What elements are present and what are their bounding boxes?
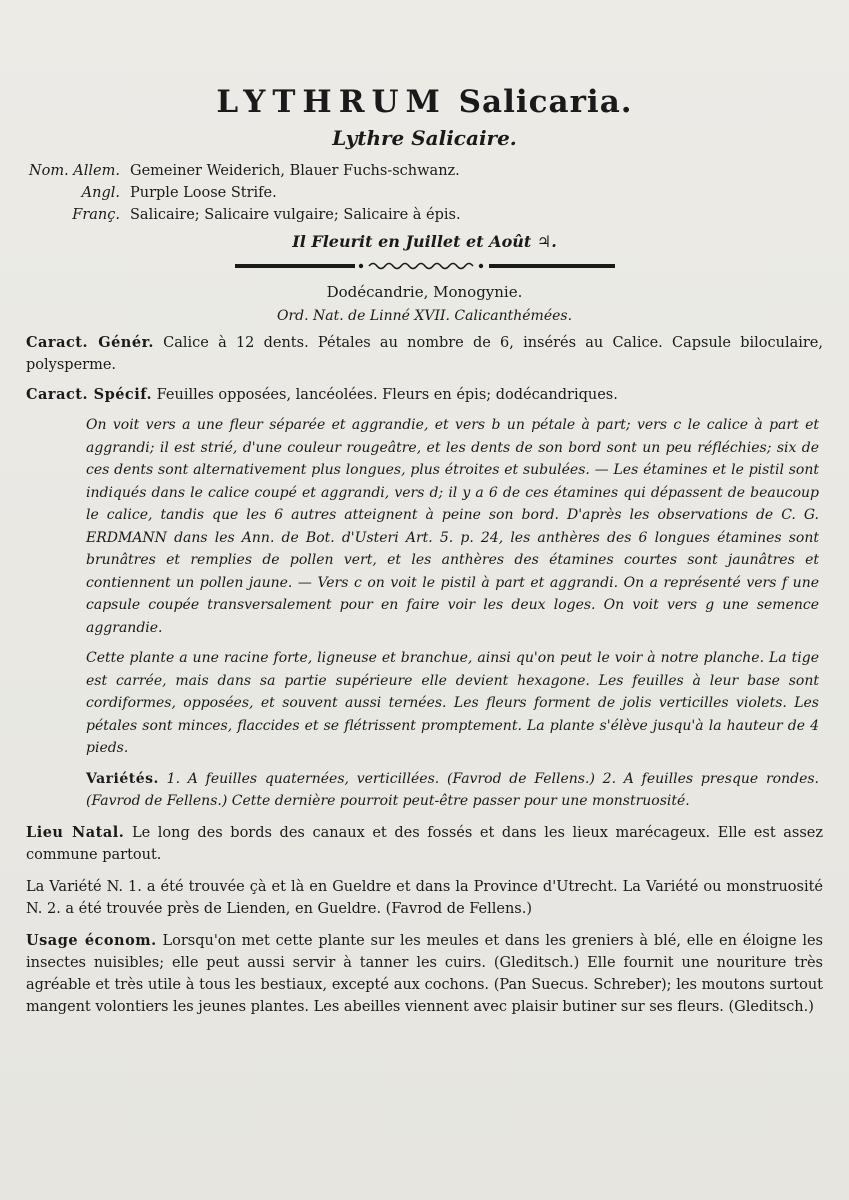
- section-label: Caract. Spécif.: [26, 386, 153, 403]
- section-text: Feuilles opposées, lancéolées. Fleurs en épis; dodécandriques.: [156, 387, 618, 403]
- variety-note: La Variété N. 1. a été trouvée çà et là en Gueldre et dans la Province d'Utrecht. La Variété ou monstruosité N. 2. a été trouvée près de Lienden, en Gueldre. (Favrod de Fellens.): [26, 878, 823, 917]
- description-paragraph-2: Cette plante a une racine forte, ligneuse et branchue, ainsi qu'on peut le voir à notre planche. La tige est carrée, mais dans sa partie supérieure elle devient hexagone. Les feuilles à leur base sont cordiformes, opposées, et souvent aussi ternées. Les fleurs forment de jolis verticilles violets. Les pétales sont minces, flaccides et se flétrissent promptement. La plante s'élève jusqu'à la hauteur de 4 pieds.: [86, 650, 819, 756]
- title-species: Salicaria.: [458, 84, 633, 120]
- name-value: Purple Loose Strife.: [130, 185, 277, 201]
- title-genus: LYTHRUM: [216, 84, 447, 120]
- section-label: Caract. Génér.: [26, 334, 154, 351]
- name-row-english: [22, 182, 849, 204]
- name-label: Franç.: [72, 207, 120, 223]
- section-label: Usage économ.: [26, 931, 157, 949]
- section-text: 1. A feuilles quaternées, verticillées. (Favrod de Fellens.) 2. A feuilles presque rondes. (Favrod de Fellens.) Cette dernière pourroit peut-être passer pour une monstruosité.: [86, 770, 819, 809]
- name-value: Salicaire; Salicaire vulgaire; Salicaire à épis.: [130, 207, 461, 223]
- classification: Dodécandrie, Monogynie.: [326, 283, 523, 301]
- generic-characters: [26, 332, 823, 376]
- section-text: Lorsqu'on met cette plante sur les meules et dans les greniers à blé, elle en éloigne les insectes nuisibles; elle peut aussi servir à tanner les cuirs. (Gleditsch.) Elle fournit une nouriture très agréable et très utile à tous les bestiaux, excepté aux cochons. (Pan Suecus. Schreber); les moutons surtout mangent volontiers les jeunes plantes. Les abeilles viennent avec plaisir butiner sur ses fleurs. (Gleditsch.): [26, 932, 823, 1015]
- section-label: Lieu Natal.: [26, 823, 125, 841]
- name-row-french: [22, 204, 849, 226]
- specific-characters: [26, 384, 823, 406]
- economic-use: [26, 930, 823, 1018]
- description-paragraph-1: On voit vers a une fleur séparée et aggrandie, et vers b un pétale à part; vers c le calice à part et aggrandi; il est strié, d'une couleur rougeâtre, et les dents de son bord sont un peu réfléchies; six de ces dents sont alternativement plus longues, plus étroites et subulées. — Les étamines et le pistil sont indiqués dans le calice coupé et aggrandi, vers d; il y a 6 de ces étamines qui dépassent de beaucoup le calice, tandis que les 6 autres atteignent à peine son bord. D'après les observations de C. G. ERDMANN dans les Ann. de Bot. d'Usteri Art. 5. p. 24, les anthères des 6 longues étamines sont brunâtres et remplies de pollen vert, et les anthères des étamines courtes sont jaunâtres et contiennent un pollen jaune. — Vers c on voit le pistil à part et aggrandi. On a représenté vers f une capsule coupée transversalement pour en faire voir les deux loges. On voit vers g une semence aggrandie.: [86, 417, 819, 636]
- varieties: [86, 768, 819, 812]
- flowering-time: Il Fleurit en Juillet et Août ♃.: [292, 232, 557, 251]
- section-label: Variétés.: [86, 770, 159, 787]
- page-title: [0, 84, 849, 120]
- name-label: Angl.: [81, 185, 120, 201]
- ornamental-divider: [235, 259, 615, 273]
- native-habitat: [26, 822, 823, 866]
- natural-order: Ord. Nat. de Linné XVII. Calicanthémées.: [276, 308, 573, 324]
- french-name: Lythre Salicaire.: [332, 126, 517, 150]
- name-value: Gemeiner Weiderich, Blauer Fuchs-schwanz.: [130, 163, 460, 179]
- section-text: Calice à 12 dents. Pétales au nombre de 6, insérés au Calice. Capsule biloculaire, polysperme.: [26, 335, 823, 373]
- section-text: Le long des bords des canaux et des fossés et dans les lieux marécageux. Elle est assez commune partout.: [26, 824, 824, 863]
- name-row-german: [22, 160, 849, 182]
- name-label: Nom. Allem.: [28, 163, 120, 179]
- vernacular-names: [22, 160, 849, 226]
